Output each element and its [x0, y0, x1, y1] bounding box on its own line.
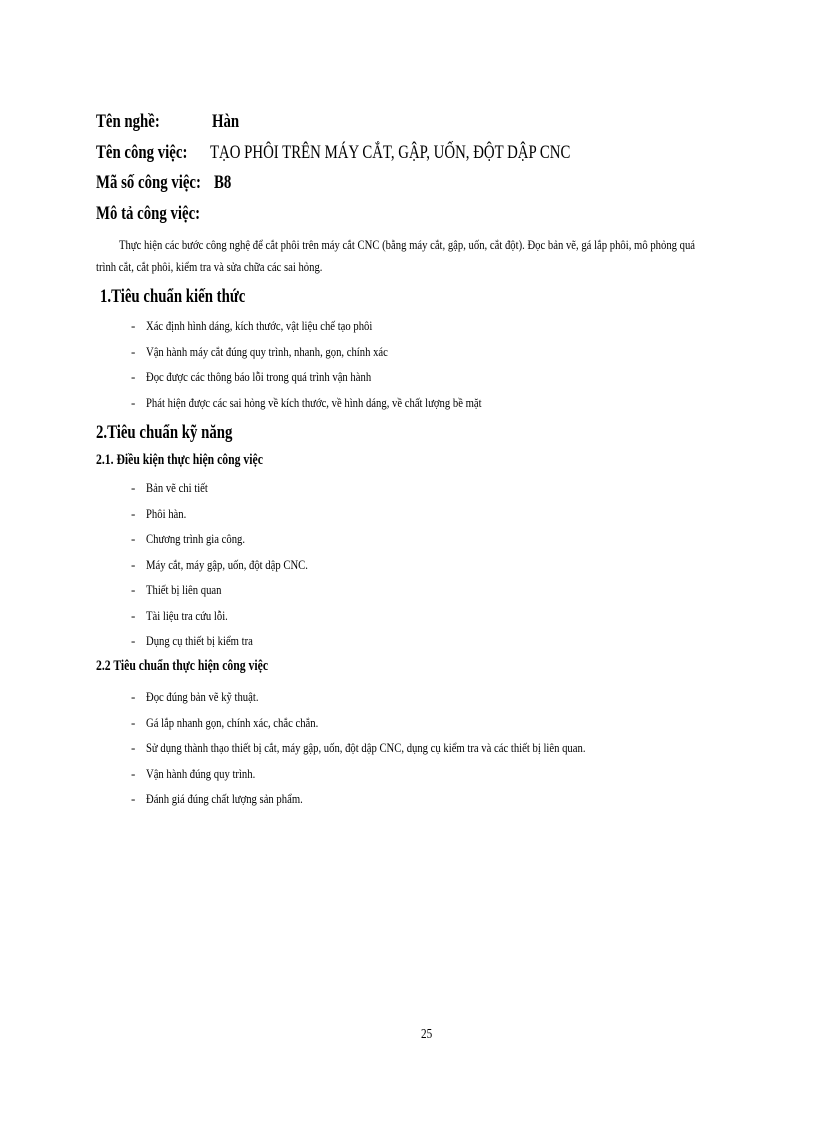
profession-row	[96, 111, 240, 141]
job-row	[96, 142, 571, 172]
conditions-subtitle: 2.1. Điều kiện thực hiện công việc	[96, 452, 263, 468]
description-line-2: trình cắt, cắt phôi, kiểm tra và sửa chữa các sai hỏng.	[96, 259, 323, 274]
profession-label: Tên nghề:	[96, 111, 160, 132]
list-item: - Đọc đúng bản vẽ kỹ thuật.	[131, 689, 259, 704]
job-description	[96, 234, 771, 278]
code-label: Mã số công việc:	[96, 172, 201, 193]
list-item: - Sử dụng thành thạo thiết bị cắt, máy gập, uốn, đột dập CNC, dụng cụ kiểm tra và các thiết bị liên quan.	[131, 740, 586, 755]
profession-value: Hàn	[212, 111, 240, 132]
list-item: - Gá lắp nhanh gọn, chính xác, chắc chắn.	[131, 714, 319, 730]
page-number: 25	[421, 1027, 433, 1042]
knowledge-section-title: 1.Tiêu chuẩn kiến thức	[100, 286, 246, 307]
list-item: - Vận hành máy cắt đúng quy trình, nhanh, gọn, chính xác	[131, 343, 388, 359]
list-item: - Tài liệu tra cứu lỗi.	[131, 607, 228, 623]
list-item: - Thiết bị liên quan	[131, 582, 222, 597]
list-item: - Dụng cụ thiết bị kiểm tra	[131, 633, 253, 648]
job-value: TẠO PHÔI TRÊN MÁY CẮT, GẬP, UỐN, ĐỘT DẬP CNC	[210, 142, 571, 163]
list-item: - Đọc được các thông báo lỗi trong quá trình vận hành	[131, 369, 372, 384]
list-item: - Chương trình gia công.	[131, 531, 246, 546]
standards-subtitle: 2.2 Tiêu chuẩn thực hiện công việc	[96, 658, 269, 674]
list-item: - Xác định hình dáng, kích thước, vật liệu chế tạo phôi	[131, 318, 373, 333]
conditions-list	[131, 475, 344, 654]
list-item: - Bản vẽ chi tiết	[131, 480, 208, 495]
standards-list	[131, 684, 682, 812]
description-line-1: Thực hiện các bước công nghệ để cắt phôi trên máy cắt CNC (bằng máy cắt, gập, uốn, cắt đột). Đọc bản vẽ, gá lắp phôi, mô phỏng quá	[118, 237, 696, 252]
description-label-row	[96, 203, 229, 233]
knowledge-list	[131, 313, 555, 415]
code-row	[96, 172, 231, 202]
list-item: - Máy cắt, máy gập, uốn, đột dập CNC.	[131, 556, 308, 572]
description-label: Mô tả công việc:	[96, 203, 201, 224]
list-item: - Đánh giá đúng chất lượng sản phẩm.	[131, 791, 303, 806]
skills-section-title: 2.Tiêu chuẩn kỹ năng	[96, 422, 233, 443]
list-item: - Vận hành đúng quy trình.	[131, 765, 256, 781]
list-item: - Phát hiện được các sai hỏng về kích thước, về hình dáng, về chất lượng bề mặt	[131, 394, 482, 410]
list-item: - Phôi hàn.	[131, 505, 187, 521]
job-label: Tên công việc:	[96, 142, 188, 163]
code-value: B8	[214, 172, 232, 193]
